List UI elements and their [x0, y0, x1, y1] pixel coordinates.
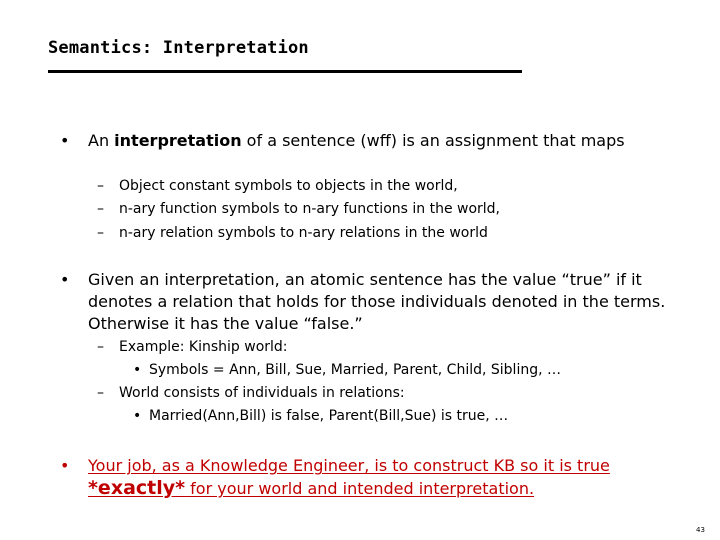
bullet-text: Given an interpretation, an atomic sentence has the value “true” if it denotes a relation that holds for those individuals denoted in the terms. Otherwise it has the value “false.”: [88, 270, 666, 333]
sub-item-example: [97, 336, 288, 359]
sub-item-world: [97, 382, 405, 405]
sub-item-text: Object constant symbols to objects in the world,: [119, 178, 458, 194]
dash-marker: –: [97, 385, 104, 401]
sub-item-objects: [97, 175, 458, 198]
bullet-text-suffix: of a sentence (wff) is an assignment that maps: [241, 131, 625, 150]
bullet-text-suffix: for your world and intended interpretation.: [185, 479, 535, 498]
sub-item-text: n-ary function symbols to n-ary functions in the world,: [119, 201, 501, 217]
bullet-atomic-sentence: [60, 269, 670, 335]
dash-marker: –: [97, 225, 104, 241]
bullet-text: [88, 130, 670, 152]
interpretation-term: interpretation: [114, 131, 242, 150]
bullet-text: [88, 455, 670, 500]
subsub-item-text: Married(Ann,Bill) is false, Parent(Bill,Sue) is true, …: [149, 408, 509, 424]
sub-item-text: Example: Kinship world:: [119, 339, 288, 355]
bullet-text-prefix: An: [88, 131, 115, 150]
sub-item-relations: [97, 222, 488, 245]
sub-item-text: n-ary relation symbols to n-ary relations in the world: [119, 225, 488, 241]
sub-item-text: World consists of individuals in relations:: [119, 385, 405, 401]
bullet-interpretation: [60, 130, 670, 152]
dot-marker: •: [133, 408, 142, 424]
dash-marker: –: [97, 178, 104, 194]
exactly-emphasis: *exactly*: [88, 477, 186, 499]
sub-item-functions: [97, 198, 500, 221]
page-number: 43: [696, 526, 705, 534]
subsub-item-facts: [133, 405, 508, 428]
bullet-dot: •: [60, 131, 70, 150]
dash-marker: –: [97, 201, 104, 217]
dash-marker: –: [97, 339, 104, 355]
bullet-text-prefix: Your job, as a Knowledge Engineer, is to construct KB so it is true: [88, 456, 610, 475]
subsub-item-text: Symbols = Ann, Bill, Sue, Married, Parent, Child, Sibling, …: [149, 362, 561, 378]
bullet-dot: •: [60, 270, 70, 289]
bullet-dot: •: [60, 456, 70, 475]
dot-marker: •: [133, 362, 142, 378]
bullet-your-job: [60, 455, 670, 500]
slide-title: Semantics: Interpretation: [48, 38, 309, 58]
subsub-item-symbols: [133, 359, 561, 382]
title-underline: [48, 70, 522, 73]
